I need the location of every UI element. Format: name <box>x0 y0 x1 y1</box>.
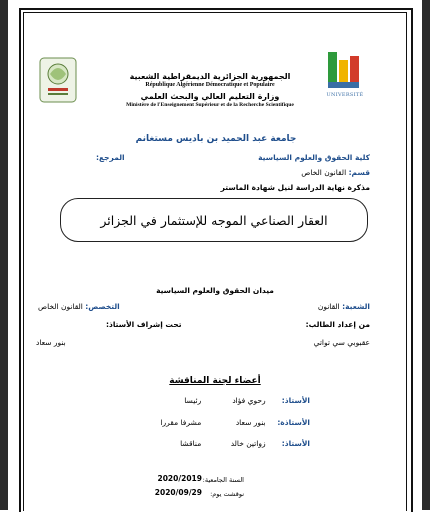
member-position: مشرفا مقررا <box>160 418 202 427</box>
member-role: الأستاذة: <box>277 418 310 427</box>
university-name: جامعة عبد الحميد بن باديس مستغانم <box>135 134 297 144</box>
committee-title: أعضاء لجنة المناقشة <box>169 376 261 386</box>
ministry-emblem-icon <box>36 52 80 110</box>
committee-member <box>160 418 310 427</box>
member-position: مناقشا <box>180 439 202 448</box>
republic-french: République Algérienne Démocratique et Populaire <box>145 82 275 88</box>
specialty-value: القانون الخاص <box>38 302 83 311</box>
ministry-arabic: وزارة التعليم العالي والبحث العلمي <box>140 92 280 101</box>
member-role: الأستاذ: <box>281 396 310 405</box>
committee-member <box>184 396 310 405</box>
academic-year-value: 2020/2019 <box>157 474 202 483</box>
viewer-right-edge <box>422 0 430 510</box>
committee-member <box>180 439 310 448</box>
branch-label: الشعبة: <box>342 302 370 311</box>
thesis-title-box <box>60 198 368 242</box>
supervisor-name: بنور سعاد <box>36 338 66 347</box>
student-name: عقبوبي سي تواتي <box>313 338 370 347</box>
specialty-label: التخصص: <box>85 302 120 311</box>
member-role: الأستاذ: <box>281 439 310 448</box>
field-of-study: ميدان الحقوق والعلوم السياسية <box>156 286 274 295</box>
republic-arabic: الجمهورية الجزائرية الديمقراطية الشعبية <box>129 72 291 81</box>
faculty-name: كلية الحقوق والعلوم السياسية <box>258 153 370 162</box>
member-name: بنور سعاد <box>235 418 266 427</box>
supervisor-label: تحت إشراف الأستاذ: <box>106 320 182 329</box>
department-line <box>301 168 370 177</box>
reference-label: المرجع: <box>96 153 125 162</box>
department-label: قسم: <box>348 168 370 177</box>
member-position: رئيسا <box>184 396 202 405</box>
viewer-left-edge <box>0 0 8 510</box>
member-name: رحوي فؤاد <box>232 396 266 405</box>
defense-date-label: نوقشت يوم: <box>210 490 244 498</box>
defense-date-value: 2020/09/29 <box>154 488 202 497</box>
specialty-line <box>38 302 120 311</box>
branch-value: القانون <box>317 302 340 311</box>
ministry-french: Ministère de l'Enseignement Supérieur et de la Recherche Scientifique <box>126 102 294 108</box>
university-logo-caption: UNIVERSITÉ <box>326 92 364 98</box>
memo-type: مذكرة نهاية الدراسة لنيل شهادة الماستر <box>220 183 370 192</box>
member-name: زواتين خالد <box>230 439 266 448</box>
branch-line <box>318 302 370 311</box>
academic-year-label: السنة الجامعية: <box>202 476 244 484</box>
department-value: القانون الخاص <box>301 168 347 177</box>
thesis-title: العقار الصناعي الموجه للإستثمار في الجزائر <box>100 212 328 228</box>
student-label: من إعداد الطالب: <box>305 320 370 329</box>
